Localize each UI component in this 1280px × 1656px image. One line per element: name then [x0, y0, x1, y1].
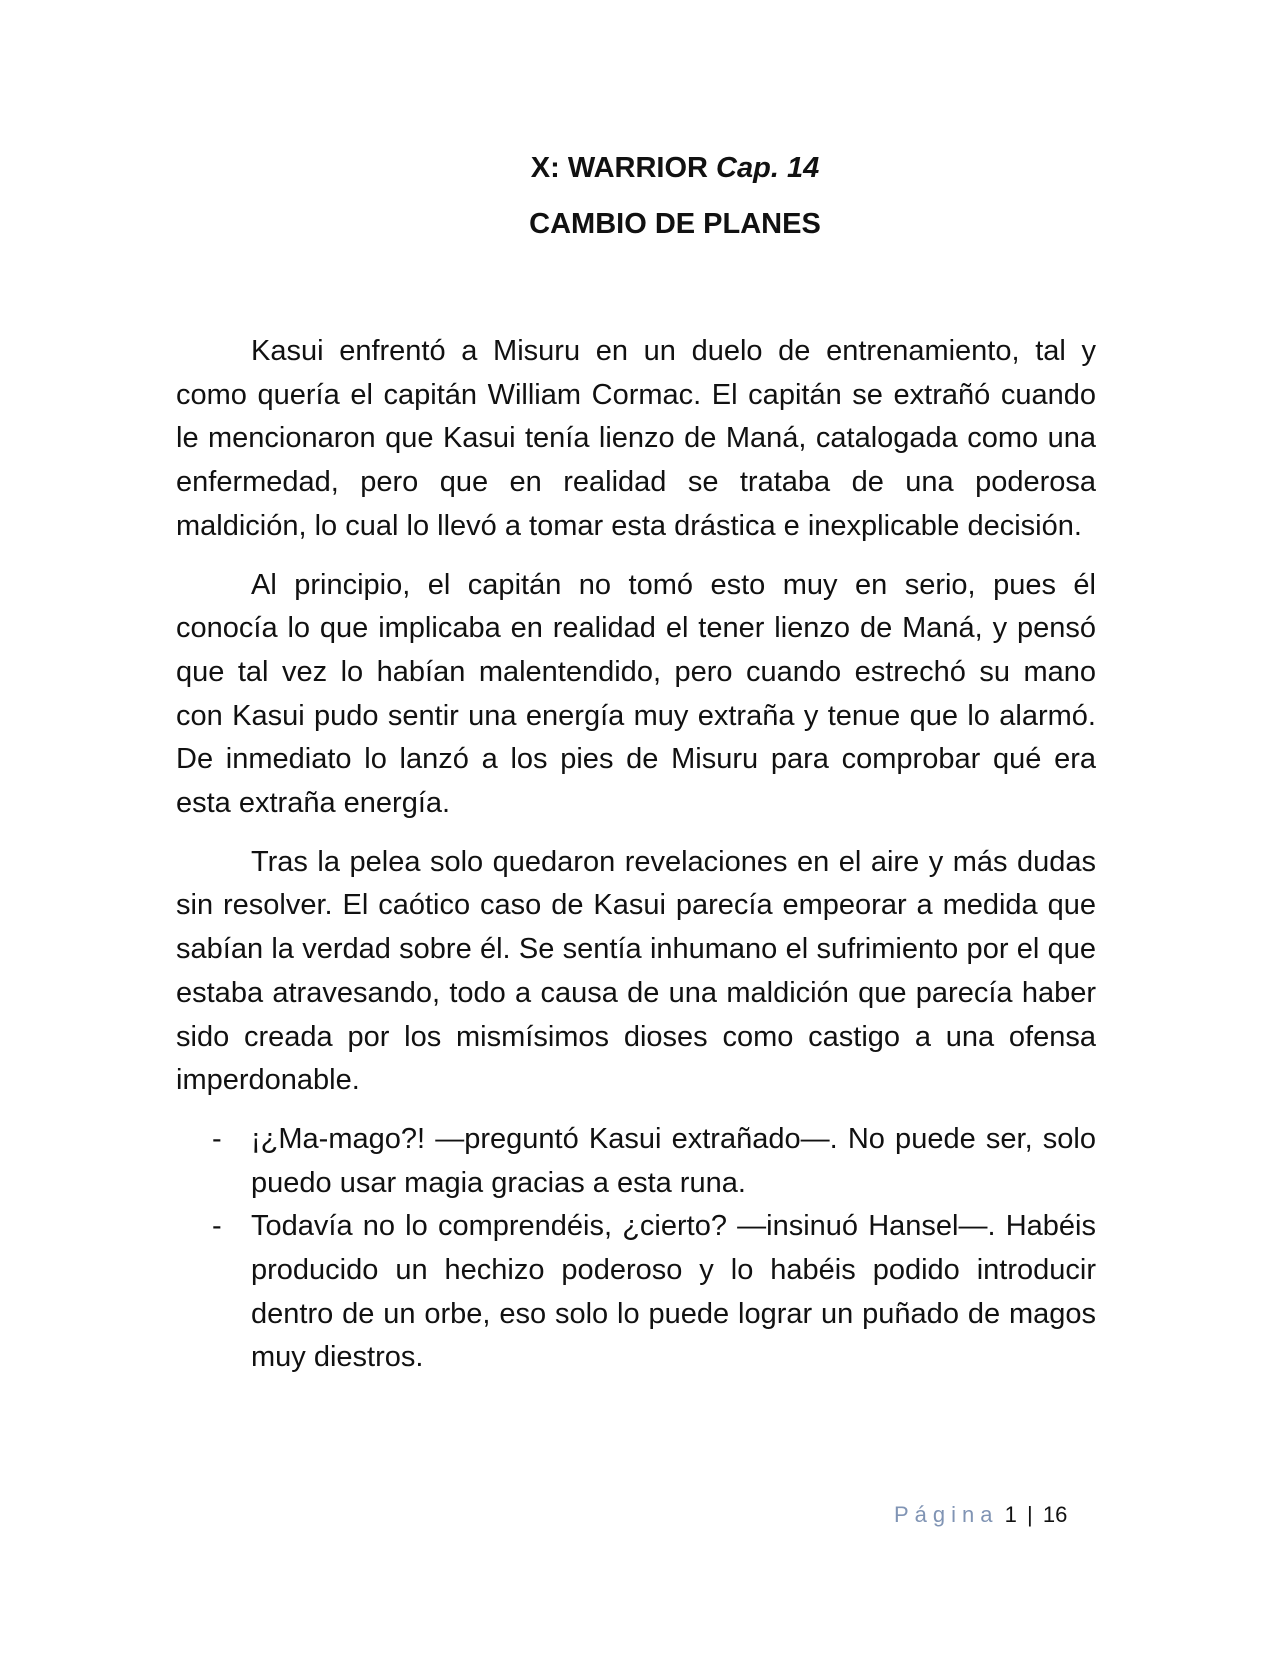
page-footer — [894, 1500, 1067, 1530]
page-label: Página — [894, 1502, 999, 1527]
dialogue-item — [176, 1205, 1096, 1380]
book-title: X: WARRIOR — [530, 152, 708, 184]
chapter-title — [0, 148, 1280, 188]
title-block — [0, 148, 1280, 244]
total-pages: 16 — [1042, 1502, 1068, 1527]
paragraph: Al principio, el capitán no tomó esto muy en serio, pues él conocía lo que implicaba en realidad el tener lienzo de Maná, y pensó que tal vez lo habían malentendido, pero cuando estrechó su mano con Kasui pudo sentir una energía muy extraña y tenue que lo alarmó. De inmediato lo lanzó a los pies de Misuru para comprobar qué era esta extraña energía. — [176, 568, 1096, 820]
dialogue-dash: - — [212, 1210, 222, 1243]
dialogue-list — [176, 1118, 1096, 1380]
chapter-subtitle: CAMBIO DE PLANES — [529, 208, 821, 240]
body-text — [176, 330, 1096, 1380]
page-separator: | — [1027, 1502, 1033, 1527]
page-number: 1 — [1004, 1502, 1017, 1527]
paragraph: Kasui enfrentó a Misuru en un duelo de entrenamiento, tal y como quería el capitán William Cormac. El capitán se extrañó cuando le mencionaron que Kasui tenía lienzo de Maná, catalogada como una enfermedad, pero que en realidad se trataba de una poderosa maldición, lo cual lo llevó a tomar esta drástica e inexplicable decisión. — [176, 335, 1096, 542]
dialogue-dash: - — [212, 1122, 222, 1155]
paragraph: Tras la pelea solo quedaron revelaciones en el aire y más dudas sin resolver. El caótico caso de Kasui parecía empeorar a medida que sabían la verdad sobre él. Se sentía inhumano el sufrimiento por el que estaba atravesando, todo a causa de una maldición que parecía haber sido creada por los mismísimos dioses como castigo a una ofensa imperdonable. — [176, 845, 1096, 1097]
dialogue-text: ¡¿Ma-mago?! —preguntó Kasui extrañado—. No puede ser, solo puedo usar magia gracias a esta runa. — [251, 1122, 1096, 1199]
dialogue-item — [176, 1118, 1096, 1205]
dialogue-text: Todavía no lo comprendéis, ¿cierto? —insinuó Hansel—. Habéis producido un hechizo poderoso y lo habéis podido introducir dentro de un orbe, eso solo lo puede lograr un puñado de magos muy diestros. — [251, 1210, 1096, 1374]
chapter-number: Cap. 14 — [716, 152, 820, 184]
